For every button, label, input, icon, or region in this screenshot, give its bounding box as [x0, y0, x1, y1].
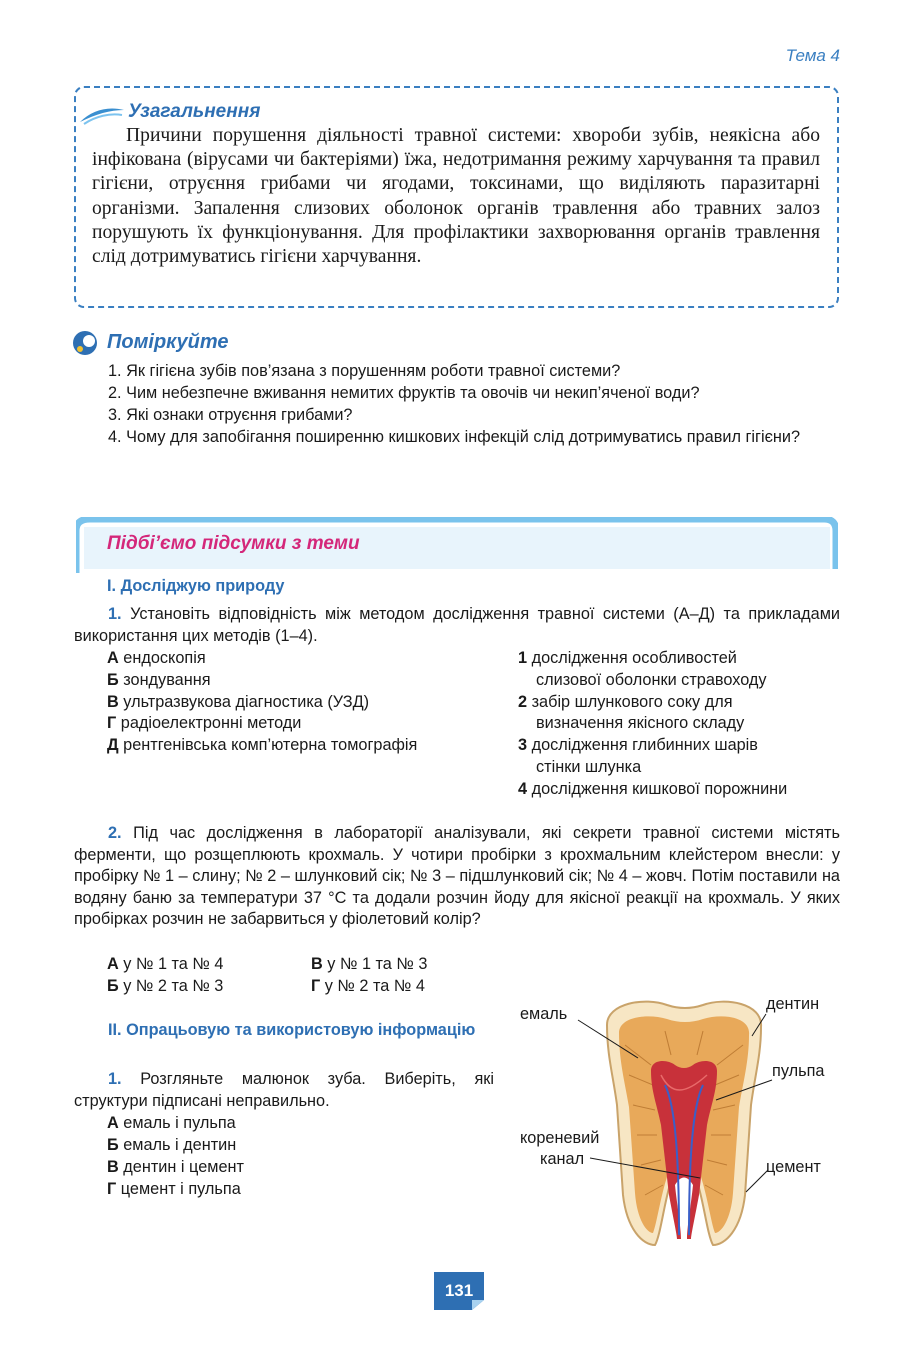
label-pulp: пульпа	[772, 1062, 825, 1080]
task-3-text: Розгляньте малюнок зуба. Виберіть, які структури підписані неправильно.	[74, 1070, 495, 1110]
task-1-text: Установіть відповідність між методом дослідження травної системи (А–Д) та прикладами використання цих методів (1–4).	[74, 605, 840, 645]
match-1: 1 дослідження особливостей	[518, 649, 737, 667]
match-3: 3 дослідження глибинних шарів	[518, 736, 758, 754]
option-a: А ендоскопія	[107, 649, 206, 667]
option-g: Г радіоелектронні методи	[107, 714, 302, 732]
task2-option-a: А у № 1 та № 4	[107, 955, 224, 973]
match-2-cont: визначення якісного складу	[536, 714, 745, 732]
task2-option-g: Г у № 2 та № 4	[311, 977, 425, 995]
section-2-heading: II. Опрацьовую та використовую інформацію	[108, 1021, 476, 1039]
match-3-cont: стінки шлунка	[536, 758, 642, 776]
summary-title: Узагальнення	[128, 101, 261, 122]
tooth-pointers	[520, 1000, 840, 1210]
task-3	[74, 1069, 494, 1112]
label-cement: цемент	[766, 1158, 821, 1176]
thinker-icon	[70, 329, 100, 357]
task3-option-g: Г цемент і пульпа	[107, 1180, 241, 1198]
task-1-number: 1.	[108, 605, 122, 623]
question-2: 2. Чим небезпечне вживання немитих фруктів та овочів чи некип’яченої води?	[108, 384, 700, 402]
label-root-canal-2: канал	[540, 1150, 585, 1168]
task3-option-b: Б емаль і дентин	[107, 1136, 237, 1154]
question-4: 4. Чому для запобігання поширенню кишкових інфекцій слід дотримуватись правил гігієни?	[108, 428, 801, 446]
task-1	[74, 604, 840, 647]
option-v: В ультразвукова діагностика (УЗД)	[107, 693, 370, 711]
section-1-heading: I. Досліджую природу	[107, 577, 285, 595]
match-2: 2 забір шлункового соку для	[518, 693, 733, 711]
label-dentin: дентин	[766, 995, 820, 1013]
task3-option-v: В дентин і цемент	[107, 1158, 244, 1176]
task2-option-v: В у № 1 та № 3	[311, 955, 428, 973]
option-b: Б зондування	[107, 671, 211, 689]
task-2-number: 2.	[108, 824, 122, 842]
task2-option-b: Б у № 2 та № 3	[107, 977, 224, 995]
match-1-cont: слизової оболонки стравоходу	[536, 671, 767, 689]
option-d: Д рентгенівська комп’ютерна томографія	[107, 736, 418, 754]
wing-icon	[78, 104, 126, 126]
task3-option-a: А емаль і пульпа	[107, 1114, 236, 1132]
task-2-text: Під час дослідження в лабораторії аналізували, які секрети травної системи містять ферменти, що розщеплюють крохмаль. У чотири пробірки з крохмальним клейстером внесли: у пробірку № 1 – слину; № 2 – шлунковий сік; № 3 – підшлунковий сік; № 4 – жовч. Потім поставили на водяну баню за температури 37 °С та додали розчин йоду для якісної реакції на крохмаль. У яких пробірках розчин не забарвиться у фіолетовий колір?	[74, 824, 840, 929]
task-2	[74, 823, 840, 931]
results-title: Підбі’ємо підсумки з теми	[107, 533, 360, 554]
topic-label: Тема 4	[785, 46, 840, 65]
task-3-number: 1.	[108, 1070, 122, 1088]
label-root-canal-1: кореневий	[520, 1129, 600, 1147]
question-1: 1. Як гігієна зубів пов’язана з порушенням роботи травної системи?	[108, 362, 621, 380]
label-enamel: емаль	[520, 1005, 568, 1023]
think-title: Поміркуйте	[107, 331, 229, 353]
question-3: 3. Які ознаки отруєння грибами?	[108, 406, 353, 424]
page-number: 131	[444, 1281, 474, 1300]
summary-text: Причини порушення діяльності травної системи: хвороби зубів, неякісна або інфікована (вірусами чи бактеріями) їжа, недотримання режиму харчування та правил гігієни, отруєння грибами чи ягодами, токсинами, що виділяють паразитарні організми. Запалення слизових оболонок органів травлення або травних залоз порушують їх функціонування. Для профілактики захворювання органів травлення слід дотримуватись гігієни харчування.	[92, 125, 820, 268]
match-4: 4 дослідження кишкової порожнини	[518, 780, 788, 798]
